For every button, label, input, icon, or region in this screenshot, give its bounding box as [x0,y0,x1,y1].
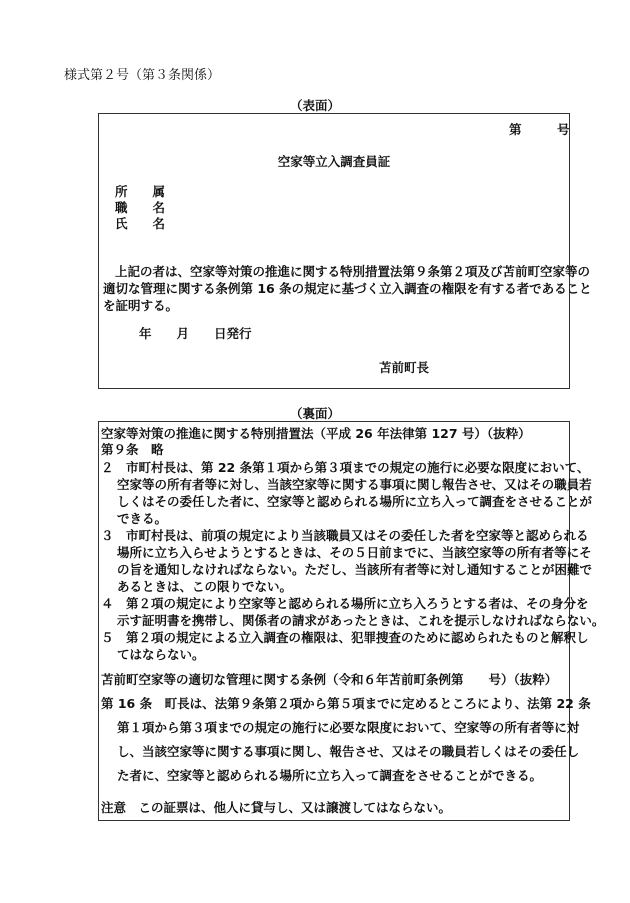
body-line: 上記の者は、空家等対策の推進に関する特別措置法第９条第２項及び苫前町空家等の [115,264,591,279]
clause-line: ４ 第２項の規定により空家等と認められる場所に立ち入ろうとする者は、その身分を [101,596,589,611]
notice: 注意 この証票は、他人に貸与し、又は譲渡してはならない。 [101,800,452,815]
number-label: 第 [509,122,522,137]
front-caption: （表面） [289,98,340,113]
field-position: 職 名 [115,200,166,215]
clause-line: 空家等の所有者等に対し、当該空家等に関する事項に関し報告させ、又はその職員若 [117,477,592,492]
law-excerpt [101,424,605,662]
ordinance-excerpt [101,670,591,790]
clause-line: ２ 市町村長は、第 22 条第１項から第３項までの規定の施行に必要な限度において、 [101,460,590,475]
article16-line: た者に、空家等と認められる場所に立ち入って調査をさせることができる。 [117,768,543,783]
clause-line: しくはその委任した者に、空家等と認められる場所に立ち入って調査をさせることが [117,494,593,509]
back-caption: （裏面） [289,406,340,421]
clause-line: 場所に立ち入らせようとするときは、その５日前までに、当該空家等の所有者等にそ [117,545,592,560]
card-title: 空家等立入調査員証 [277,154,391,169]
number-suffix: 号 [557,122,570,137]
article16-line: 第１項から第３項までの規定の施行に必要な限度において、空家等の所有者等に対 [117,720,580,735]
form-label: 様式第２号（第３条関係） [64,68,221,83]
back-card [98,421,605,821]
field-affiliation: 所 属 [115,184,166,199]
clause-line: できる。 [117,511,168,526]
clause-line: 示す証明書を携帯し、関係者の請求があったときは、これを提示しなければならない。 [117,613,605,628]
issuer: 苫前町長 [379,360,430,375]
article16-line: し、当該空家等に関する事項に関し、報告させ、又はその職員若しくはその委任し [117,744,580,759]
front-card [98,113,592,389]
article-heading: 第９条 略 [101,442,164,457]
clause-line: の旨を通知しなければならない。ただし、当該所有者等に対し通知することが困難で [117,562,593,577]
ordinance-title: 苫前町空家等の適切な管理に関する条例（令和６年苫前町条例第 号）（抜粋） [101,672,558,687]
clause-line: ３ 市町村長は、前項の規定により当該職員又はその委任した者を空家等と認められる [101,528,589,543]
article16-line: 第 16 条 町長は、法第９条第２項から第５項までに定めるところにより、法第 22 条 [101,696,591,711]
clause-line: てはならない。 [117,647,205,662]
body-line: 適切な管理に関する条例第 16 条の規定に基づく立入調査の権限を有する者であること [103,281,592,296]
law-title: 空家等対策の推進に関する特別措置法（平成 26 年法律第 127 号）（抜粋） [101,426,531,441]
field-name: 氏 名 [115,216,166,231]
body-line: を証明する。 [103,298,179,313]
certification-text [103,262,592,322]
clause-line: あるときは、この限りでない。 [117,579,293,594]
issue-date: 年 月 日発行 [139,326,252,341]
clause-line: ５ 第２項の規定による立入調査の権限は、犯罪捜査のために認められたものと解釈し [101,630,589,645]
